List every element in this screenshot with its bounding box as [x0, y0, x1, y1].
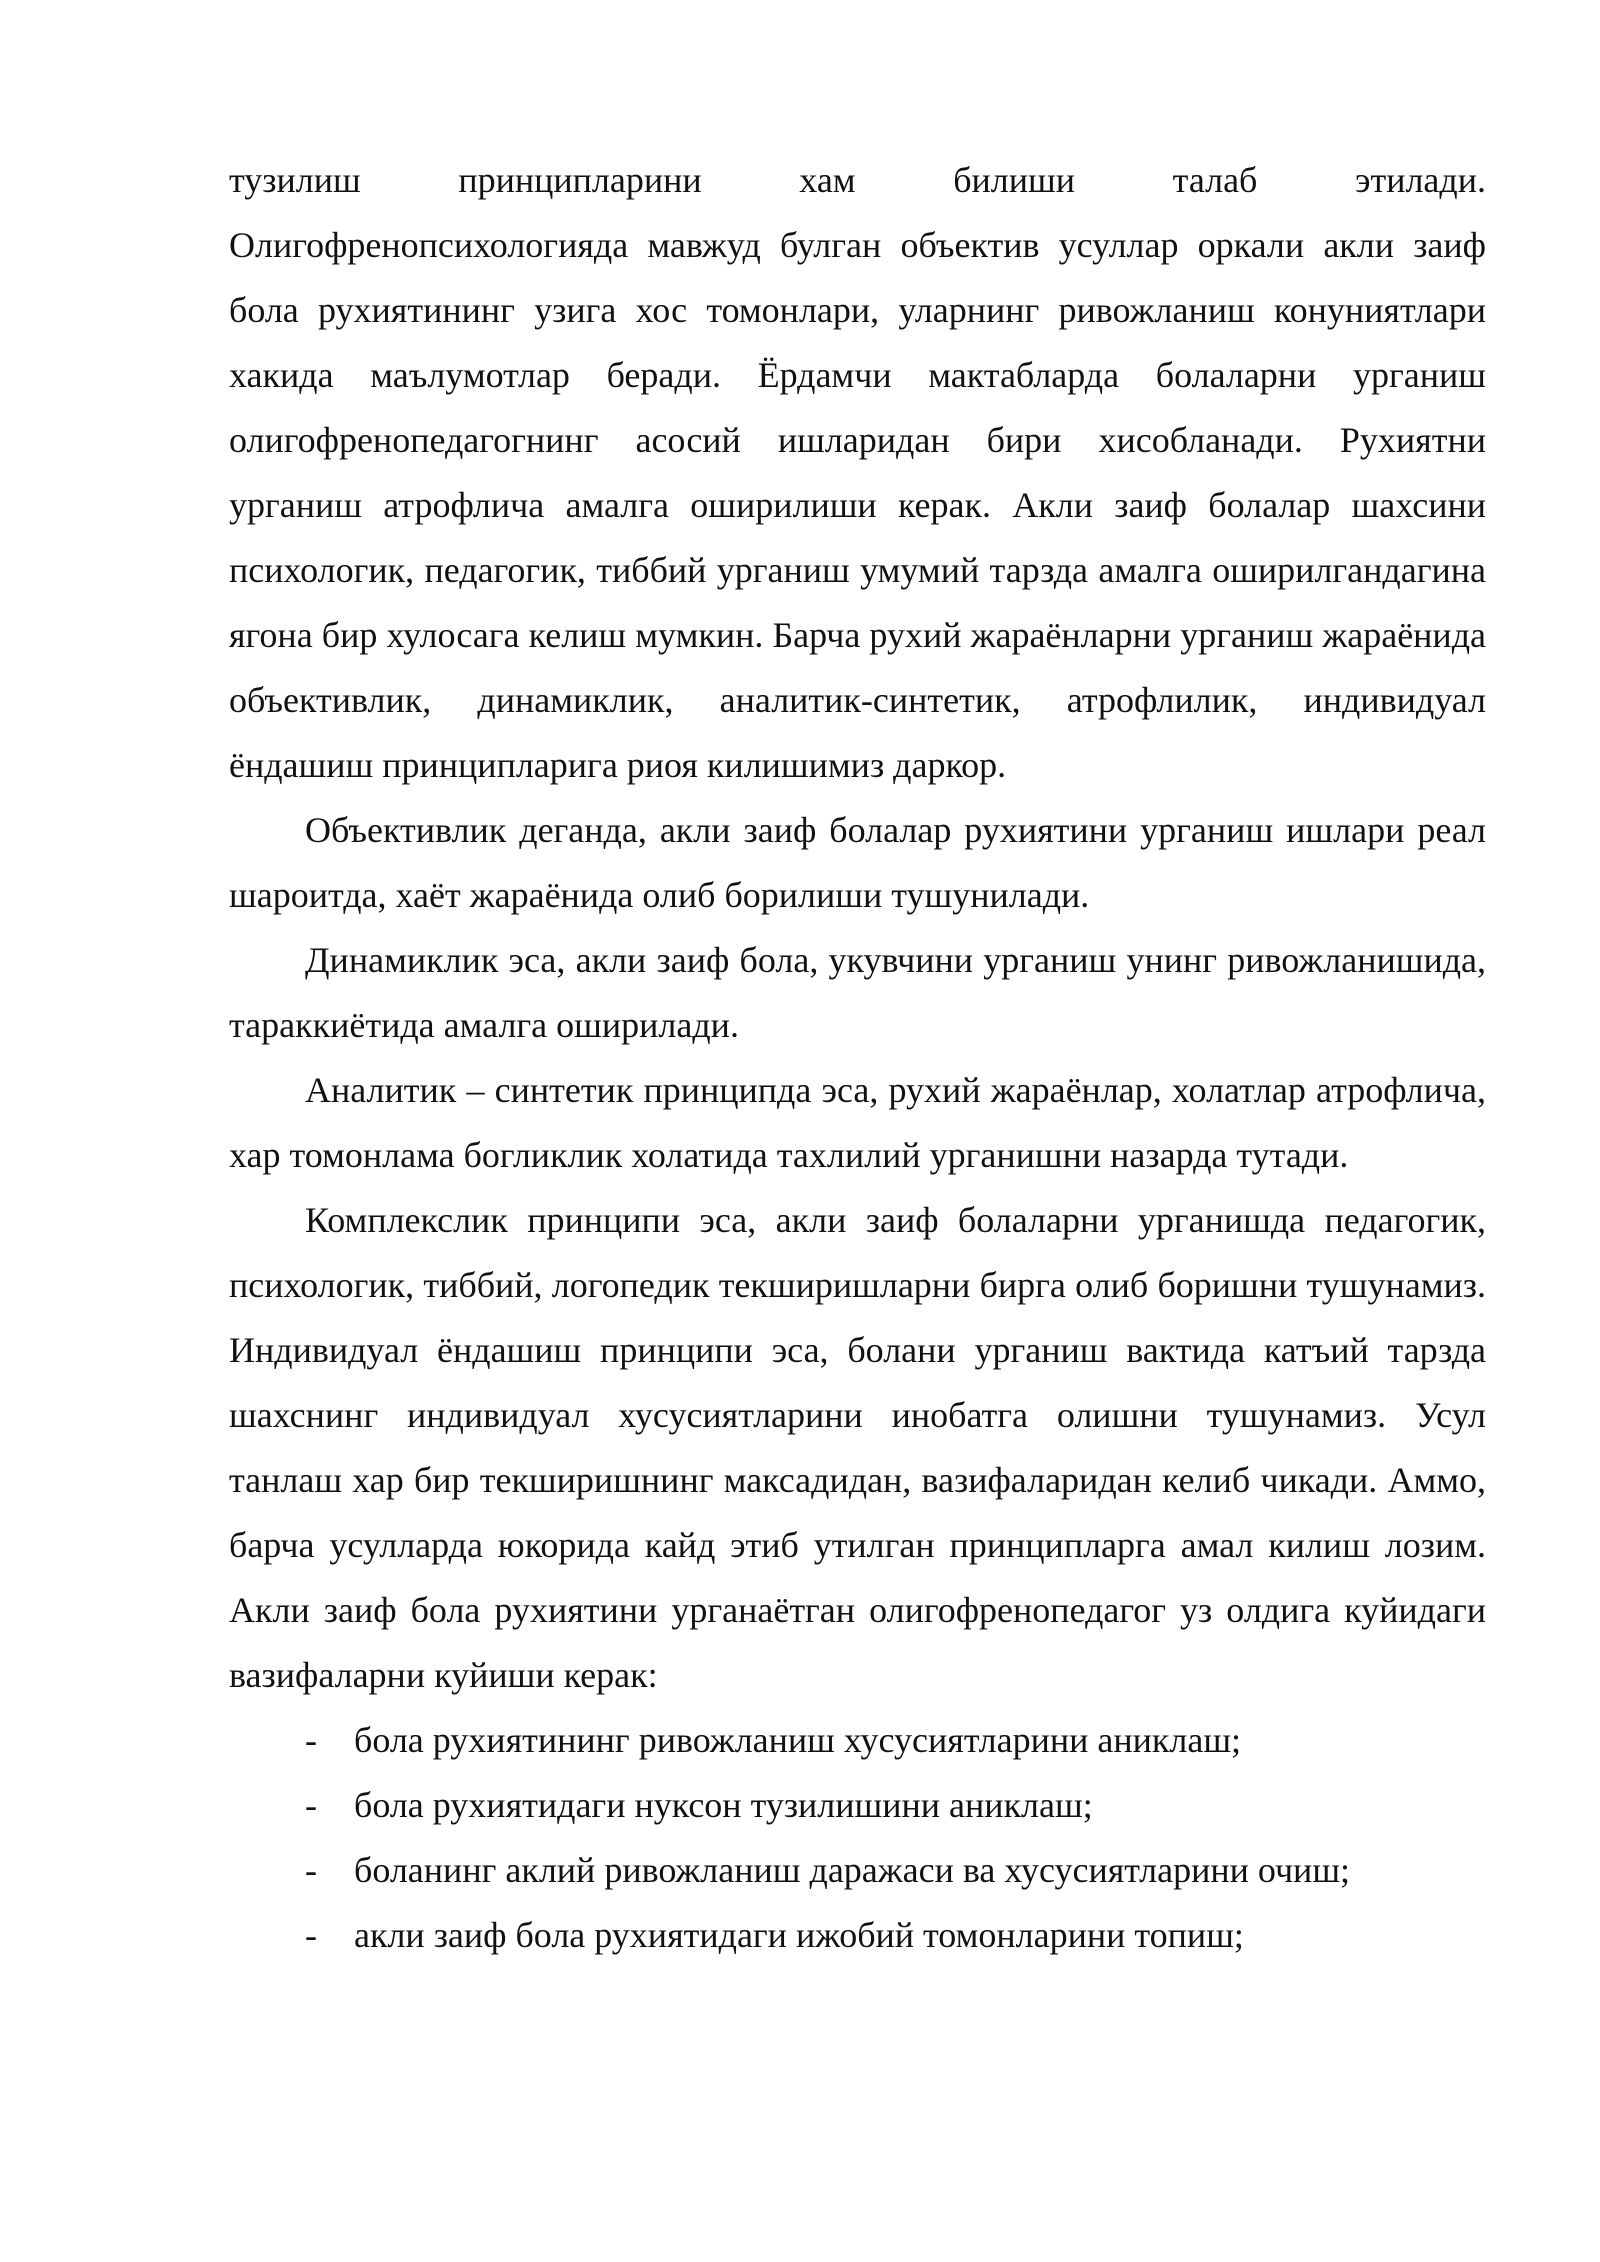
- bullet-dash: -: [305, 1785, 317, 1825]
- bullet-dash: -: [305, 1915, 317, 1955]
- list-item: [229, 1773, 1486, 1838]
- paragraph-complexity: Комплекслик принципи эса, акли заиф болаларни урганишда педагогик, психологик, тиббий, логопедик текширишларни бирга олиб боришни тушунамиз. Индивидуал ёндашиш принципи эса, болани урганиш вактида катъий тарзда шахснинг индивидуал хусусиятларини инобатга олишни тушунамиз. Усул танлаш хар бир текширишнинг максадидан, вазифаларидан келиб чикади. Аммо, барча усулларда юкорида кайд этиб утилган принципларга амал килиш лозим. Акли заиф бола рухиятини урганаётган олигофренопедагог уз олдига куйидаги вазифаларни куйиши керак:: [229, 1200, 1486, 1695]
- paragraph-dynamics: Динамиклик эса, акли заиф бола, укувчини урганиш унинг ривожланишида, тараккиётида амалга оширилади.: [229, 940, 1486, 1045]
- list-item: [229, 1903, 1486, 1968]
- list-item: [229, 1708, 1486, 1773]
- document-page: [229, 148, 1486, 1968]
- list-item-text: боланинг аклий ривожланиш даражаси ва хусусиятларини очиш;: [354, 1850, 1351, 1890]
- paragraph-1-text: Олигофренопсихологияда мавжуд булган объектив усуллар оркали акли заиф бола рухиятининг узига хос томонлари, уларнинг ривожланиш конуниятлари хакида маълумотлар беради. Ёрдамчи мактабларда болаларни урганиш олигофренопедагогнинг асосий ишларидан бири хисобланади. Рухиятни урганиш атрофлича амалга оширилиши керак. Акли заиф болалар шахсини психологик, педагогик, тиббий урганиш умумий тарзда амалга оширилгандагина ягона бир хулосага келиш мумкин. Барча рухий жараёнларни урганиш жараёнида объективлик, динамиклик, аналитик-синтетик, атрофлилик, индивидуал ёндашиш принципларига риоя килишимиз даркор.: [229, 225, 1486, 785]
- list-item-text: бола рухиятидаги нуксон тузилишини аниклаш;: [354, 1785, 1093, 1825]
- paragraph-objectivity: Объективлик деганда, акли заиф болалар рухиятини урганиш ишлари реал шароитда, хаёт жараёнида олиб борилиши тушунилади.: [229, 810, 1486, 915]
- paragraph-1: [229, 148, 1486, 798]
- task-list: [229, 1708, 1486, 1968]
- list-item-text: акли заиф бола рухиятидаги ижобий томонларини топиш;: [354, 1915, 1244, 1955]
- paragraph-1-first-line: тузилиш принципларини хам билиши талаб этилади.: [229, 160, 1486, 200]
- paragraph-analytic-synthetic: Аналитик – синтетик принципда эса, рухий жараёнлар, холатлар атрофлича, хар томонлама богликлик холатида тахлилий урганишни назарда тутади.: [229, 1070, 1486, 1175]
- bullet-dash: -: [305, 1850, 317, 1890]
- bullet-dash: -: [305, 1720, 317, 1760]
- list-item: [229, 1838, 1486, 1903]
- list-item-text: бола рухиятининг ривожланиш хусусиятларини аниклаш;: [354, 1720, 1242, 1760]
